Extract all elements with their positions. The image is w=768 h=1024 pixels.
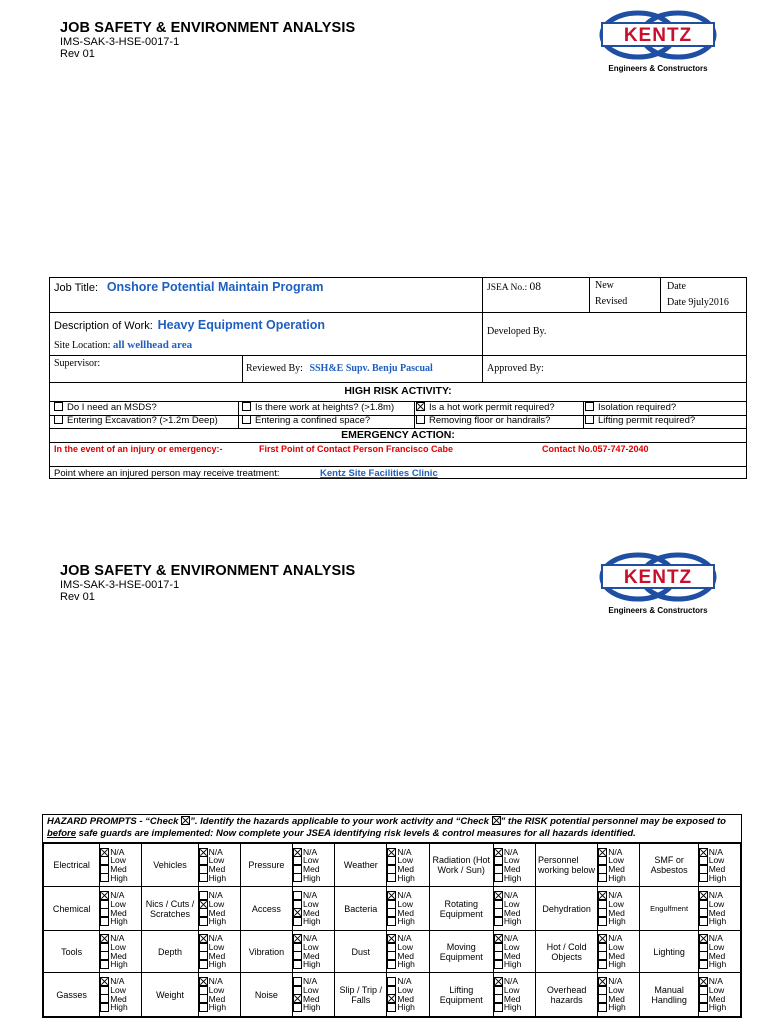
risk-checkbox[interactable] (598, 1003, 607, 1012)
risk-level-option[interactable] (598, 1003, 639, 1012)
high-risk-label: Isolation required? (598, 402, 677, 413)
risk-level-options (198, 887, 240, 931)
hazard-name: Vehicles (142, 844, 198, 887)
risk-level-label: Low (708, 941, 725, 952)
risk-level-label: High (397, 916, 415, 927)
risk-checkbox[interactable] (598, 873, 607, 882)
logo-tagline: Engineers & Constructors (608, 64, 708, 73)
risk-level-label: Low (708, 898, 725, 909)
risk-level-option[interactable] (494, 1003, 535, 1012)
high-risk-label: Is there work at heights? (>1.8m) (255, 402, 395, 413)
risk-level-options (698, 844, 740, 887)
treatment-place-link[interactable]: Kentz Site Facilities Clinic (320, 468, 438, 479)
hazard-name: Rotating Equipment (429, 887, 493, 931)
risk-level-label: High (208, 872, 227, 883)
risk-level-label: High (397, 959, 415, 970)
risk-level-option[interactable] (293, 960, 334, 969)
risk-level-options (493, 887, 535, 931)
risk-level-label: High (208, 1002, 227, 1013)
date-value: Date 9july2016 (667, 297, 729, 308)
risk-level-label: Med (397, 864, 414, 874)
risk-level-label: Low (503, 855, 520, 866)
risk-level-option[interactable] (100, 917, 141, 926)
hazard-name: Moving Equipment (429, 931, 493, 973)
risk-level-option[interactable] (199, 874, 240, 883)
risk-level-label: Low (303, 855, 319, 866)
risk-level-options (698, 973, 740, 1017)
risk-level-label: Low (208, 941, 225, 952)
risk-level-label: N/A (110, 890, 125, 901)
risk-level-label: N/A (503, 890, 519, 901)
risk-level-label: High (708, 959, 727, 970)
hazard-name: Manual Handling (640, 973, 698, 1017)
kentz-logo (598, 8, 718, 73)
emergency-event: In the event of an injury or emergency:- (54, 444, 223, 454)
hazard-name: SMF or Asbestos (640, 844, 698, 887)
risk-level-option[interactable] (199, 1003, 240, 1012)
risk-level-options (198, 973, 240, 1017)
risk-level-label: Med (608, 993, 625, 1004)
risk-level-label: High (608, 916, 626, 927)
risk-checkbox[interactable] (293, 960, 302, 969)
risk-level-label: Low (110, 898, 126, 909)
risk-level-label: N/A (397, 933, 412, 944)
risk-level-options (698, 931, 740, 973)
risk-level-label: N/A (608, 890, 623, 901)
hazard-prompts-table (42, 814, 742, 1018)
risk-level-label: Low (397, 898, 414, 909)
risk-level-options (293, 973, 335, 1017)
high-risk-label: Lifting permit required? (598, 415, 696, 426)
hazard-name: Engulfment (640, 887, 698, 931)
risk-level-option[interactable] (387, 874, 428, 883)
risk-checkbox[interactable] (100, 1003, 109, 1012)
risk-level-label: N/A (708, 976, 723, 987)
emergency-title: EMERGENCY ACTION: (341, 429, 455, 441)
risk-level-label: High (397, 872, 415, 883)
high-risk-label: Entering Excavation? (>1.2m Deep) (67, 415, 218, 426)
risk-level-label: High (208, 916, 227, 927)
risk-level-label: High (110, 1002, 128, 1013)
risk-level-label: N/A (208, 846, 223, 857)
risk-checkbox[interactable] (494, 917, 503, 926)
risk-level-label: High (608, 872, 626, 883)
risk-level-option[interactable] (100, 960, 141, 969)
hazard-name: Gasses (44, 973, 100, 1017)
risk-level-label: N/A (708, 933, 723, 944)
risk-checkbox[interactable] (494, 960, 503, 969)
high-risk-item (54, 402, 157, 413)
risk-level-option[interactable] (494, 917, 535, 926)
risk-level-label: High (110, 872, 128, 883)
risk-level-label: N/A (708, 890, 723, 901)
hazard-name: Nics / Cuts / Scratches (142, 887, 198, 931)
check-icon (492, 816, 501, 825)
risk-level-options (198, 844, 240, 887)
high-risk-item (242, 402, 394, 413)
revision-2: Rev 01 (60, 591, 95, 603)
description-value: Heavy Equipment Operation (157, 318, 326, 332)
risk-level-label: N/A (397, 976, 412, 987)
supervisor-label: Supervisor: (54, 358, 101, 369)
hazard-name: Overhead hazards (536, 973, 598, 1017)
risk-level-option[interactable] (199, 960, 240, 969)
risk-level-options (100, 973, 142, 1017)
reviewed-by-value: SSH&E Supv. Benju Pascual (309, 363, 433, 374)
risk-level-label: N/A (208, 933, 223, 944)
hazard-name: Dehydration (536, 887, 598, 931)
hazard-name: Lighting (640, 931, 698, 973)
risk-level-option[interactable] (387, 917, 428, 926)
risk-level-label: Med (397, 950, 414, 961)
risk-level-label: Med (303, 950, 320, 961)
risk-level-label: Med (208, 993, 226, 1004)
risk-checkbox[interactable] (387, 960, 396, 969)
risk-level-label: Med (503, 950, 521, 961)
risk-level-option[interactable] (699, 960, 740, 969)
svg-text:KENTZ: KENTZ (623, 25, 693, 46)
high-risk-label: Is a hot work permit required? (429, 402, 555, 413)
risk-level-label: Med (397, 907, 414, 918)
jsea-number: JSEA No.: 08 (487, 281, 541, 293)
hazard-name: Chemical (44, 887, 100, 931)
risk-level-label: Med (608, 907, 625, 918)
document-number: IMS-SAK-3-HSE-0017-1 (60, 36, 180, 48)
risk-level-options (387, 931, 429, 973)
risk-level-label: Med (208, 950, 226, 961)
risk-level-label: Med (608, 864, 625, 874)
high-risk-checkbox[interactable] (416, 415, 425, 424)
risk-level-label: Med (708, 864, 726, 874)
risk-level-label: Low (303, 898, 319, 909)
hazard-name: Depth (142, 931, 198, 973)
risk-level-label: Low (503, 984, 520, 995)
hazard-name: Lifting Equipment (429, 973, 493, 1017)
risk-level-label: Med (503, 993, 521, 1004)
risk-level-label: Med (503, 864, 521, 874)
risk-level-label: Low (608, 941, 624, 952)
risk-level-label: Low (608, 855, 624, 866)
contact-number: Contact No.057-747-2040 (542, 444, 649, 454)
header-block-2 (60, 563, 355, 603)
risk-checkbox[interactable] (293, 873, 302, 882)
risk-level-label: N/A (608, 846, 623, 857)
reviewed-by-field: Reviewed By: SSH&E Supv. Benju Pascual (246, 363, 433, 374)
risk-level-label: N/A (208, 890, 223, 901)
risk-checkbox[interactable] (387, 917, 396, 926)
hazard-name: Access (240, 887, 292, 931)
hazard-row (44, 973, 741, 1017)
risk-level-label: Med (110, 950, 127, 961)
high-risk-checkbox[interactable] (416, 402, 425, 411)
high-risk-title: HIGH RISK ACTIVITY: (344, 385, 452, 397)
risk-level-label: Med (397, 993, 414, 1004)
risk-checkbox[interactable] (100, 960, 109, 969)
risk-level-options (293, 887, 335, 931)
risk-level-options (387, 844, 429, 887)
hazard-name: Hot / Cold Objects (536, 931, 598, 973)
risk-level-label: Med (208, 907, 226, 918)
risk-level-label: N/A (303, 846, 318, 857)
hazard-name: Radiation (Hot Work / Sun) (429, 844, 493, 887)
high-risk-checkbox[interactable] (54, 415, 63, 424)
risk-level-label: High (303, 959, 321, 970)
risk-level-label: N/A (708, 846, 723, 857)
developed-by-label: Developed By. (487, 326, 547, 337)
risk-checkbox[interactable] (699, 960, 708, 969)
risk-level-label: Med (303, 864, 320, 874)
risk-level-label: High (708, 872, 727, 883)
first-point-contact: First Point of Contact Person Francisco Cabe (259, 444, 454, 454)
risk-level-options (598, 844, 640, 887)
hazard-name: Weather (335, 844, 387, 887)
risk-level-option[interactable] (293, 1003, 334, 1012)
risk-checkbox[interactable] (293, 1003, 302, 1012)
job-title-value: Onshore Potential Maintain Program (106, 280, 324, 294)
risk-level-label: Low (110, 941, 126, 952)
high-risk-item (242, 415, 370, 426)
risk-level-label: Low (303, 941, 319, 952)
high-risk-checkbox[interactable] (242, 402, 251, 411)
risk-level-label: Med (110, 993, 127, 1004)
risk-level-label: N/A (303, 890, 318, 901)
high-risk-label: Do I need an MSDS? (67, 402, 157, 413)
risk-level-label: High (503, 916, 522, 927)
site-location-value: all wellhead area (112, 339, 193, 351)
risk-level-options (493, 973, 535, 1017)
risk-checkbox[interactable] (494, 1003, 503, 1012)
jsea-form (49, 277, 747, 479)
hazard-row (44, 887, 741, 931)
risk-level-option[interactable] (100, 1003, 141, 1012)
risk-level-option[interactable] (598, 917, 639, 926)
risk-level-label: Low (208, 898, 225, 909)
risk-level-label: Low (503, 898, 520, 909)
risk-checkbox[interactable] (699, 1003, 708, 1012)
risk-level-label: Low (708, 984, 725, 995)
risk-level-label: Med (608, 950, 625, 961)
risk-checkbox[interactable] (100, 917, 109, 926)
risk-level-label: Low (303, 984, 319, 995)
high-risk-checkbox[interactable] (54, 402, 63, 411)
hazard-name: Bacteria (335, 887, 387, 931)
risk-level-label: Low (397, 855, 414, 866)
risk-level-label: N/A (397, 846, 412, 857)
risk-level-label: Low (608, 898, 624, 909)
risk-level-label: Low (608, 984, 624, 995)
hazard-name: Dust (335, 931, 387, 973)
risk-level-label: High (303, 916, 321, 927)
check-icon (181, 816, 190, 825)
risk-level-options (100, 844, 142, 887)
kentz-logo-2 (598, 550, 718, 615)
risk-level-label: High (503, 872, 522, 883)
risk-level-label: N/A (503, 976, 519, 987)
risk-level-label: Low (397, 941, 414, 952)
hazard-intro: HAZARD PROMPTS - “Check ”. Identify the hazards applicable to your work activity and “Check ” the RISK potential personnel may be exposed to before safe guards are implemented: Now complete your JSEA identifying risk levels & control measures for all hazards identified. (43, 815, 741, 843)
risk-level-options (100, 931, 142, 973)
risk-level-label: Low (208, 984, 225, 995)
risk-level-label: N/A (208, 976, 223, 987)
hazard-name: Tools (44, 931, 100, 973)
document-title: JOB SAFETY & ENVIRONMENT ANALYSIS (60, 20, 356, 36)
high-risk-item (585, 415, 695, 426)
risk-level-options (293, 844, 335, 887)
risk-level-option[interactable] (199, 917, 240, 926)
high-risk-item (416, 402, 555, 413)
risk-checkbox[interactable] (293, 917, 302, 926)
risk-level-label: High (503, 1002, 522, 1013)
risk-checkbox[interactable] (199, 873, 208, 882)
risk-checkbox[interactable] (387, 873, 396, 882)
risk-level-option[interactable] (387, 1003, 428, 1012)
kentz-logo-icon (598, 550, 718, 604)
risk-level-options (598, 973, 640, 1017)
high-risk-checkbox[interactable] (585, 402, 594, 411)
description-field: Description of Work: Heavy Equipment Operation (54, 318, 326, 332)
site-location-field: Site Location: all wellhead area (54, 339, 193, 351)
risk-level-label: Low (708, 855, 725, 866)
date-label: Date (667, 281, 686, 292)
risk-level-label: High (110, 959, 128, 970)
risk-level-label: Med (708, 907, 726, 918)
risk-level-label: Med (503, 907, 521, 918)
risk-level-label: High (608, 959, 626, 970)
risk-level-options (387, 973, 429, 1017)
risk-level-label: Med (110, 907, 127, 918)
high-risk-label: Entering a confined space? (255, 415, 371, 426)
risk-level-label: High (708, 1002, 727, 1013)
risk-level-option[interactable] (387, 960, 428, 969)
hazard-name: Vibration (240, 931, 292, 973)
risk-level-options (698, 887, 740, 931)
risk-level-options (198, 931, 240, 973)
risk-level-option[interactable] (494, 960, 535, 969)
risk-level-options (598, 887, 640, 931)
hazard-name: Electrical (44, 844, 100, 887)
risk-level-label: High (110, 916, 128, 927)
risk-level-label: N/A (110, 846, 125, 857)
risk-level-label: N/A (303, 933, 318, 944)
risk-level-option[interactable] (100, 874, 141, 883)
risk-level-option[interactable] (293, 874, 334, 883)
risk-level-label: High (397, 1002, 415, 1013)
high-risk-label: Removing floor or handrails? (429, 415, 551, 426)
risk-level-label: High (303, 872, 321, 883)
approved-by-label: Approved By: (487, 363, 544, 374)
risk-checkbox[interactable] (199, 917, 208, 926)
risk-level-label: N/A (608, 976, 623, 987)
risk-level-options (493, 931, 535, 973)
risk-level-label: Low (110, 855, 126, 866)
risk-checkbox[interactable] (699, 917, 708, 926)
hazard-grid (43, 843, 741, 1017)
risk-level-label: High (208, 959, 227, 970)
risk-level-label: N/A (503, 933, 519, 944)
risk-level-label: Low (503, 941, 520, 952)
risk-level-label: Med (708, 950, 726, 961)
high-risk-checkbox[interactable] (242, 415, 251, 424)
risk-level-label: Med (208, 864, 226, 874)
risk-level-label: N/A (397, 890, 412, 901)
risk-level-label: N/A (303, 976, 318, 987)
hazard-row (44, 844, 741, 887)
risk-level-label: High (708, 916, 727, 927)
job-title-field: Job Title: Onshore Potential Maintain Program (54, 280, 324, 294)
risk-checkbox[interactable] (100, 873, 109, 882)
document-title-2: JOB SAFETY & ENVIRONMENT ANALYSIS (60, 563, 356, 579)
risk-checkbox[interactable] (494, 873, 503, 882)
hazard-name: Personnel working below (536, 844, 598, 887)
risk-level-options (387, 887, 429, 931)
risk-level-label: High (608, 1002, 626, 1013)
high-risk-checkbox[interactable] (585, 415, 594, 424)
risk-level-option[interactable] (699, 1003, 740, 1012)
risk-level-label: High (303, 1002, 321, 1013)
treatment-label: Point where an injured person may receive treatment: (54, 468, 280, 479)
risk-level-label: Med (303, 907, 320, 918)
risk-level-option[interactable] (494, 874, 535, 883)
risk-level-options (598, 931, 640, 973)
hazard-row (44, 931, 741, 973)
risk-level-label: Low (110, 984, 126, 995)
risk-level-options (100, 887, 142, 931)
hazard-name: Pressure (240, 844, 292, 887)
risk-level-options (293, 931, 335, 973)
high-risk-item (416, 415, 550, 426)
risk-checkbox[interactable] (699, 873, 708, 882)
risk-level-option[interactable] (699, 917, 740, 926)
risk-level-label: Med (110, 864, 127, 874)
risk-checkbox[interactable] (598, 960, 607, 969)
hazard-name: Noise (240, 973, 292, 1017)
risk-level-options (493, 844, 535, 887)
svg-text:KENTZ: KENTZ (623, 567, 693, 588)
document-number-2: IMS-SAK-3-HSE-0017-1 (60, 579, 180, 591)
risk-level-label: Med (708, 993, 726, 1004)
risk-checkbox[interactable] (199, 960, 208, 969)
risk-level-label: N/A (503, 846, 519, 857)
risk-checkbox[interactable] (598, 917, 607, 926)
risk-level-option[interactable] (699, 874, 740, 883)
new-label: New (595, 280, 614, 291)
risk-level-option[interactable] (598, 960, 639, 969)
kentz-logo-icon (598, 8, 718, 62)
risk-level-option[interactable] (293, 917, 334, 926)
risk-level-label: Med (303, 993, 320, 1004)
risk-checkbox[interactable] (199, 1003, 208, 1012)
risk-level-label: High (503, 959, 522, 970)
hazard-name: Slip / Trip / Falls (335, 973, 387, 1017)
header-block-1 (60, 20, 355, 60)
revision: Rev 01 (60, 48, 95, 60)
hazard-name: Weight (142, 973, 198, 1017)
risk-level-option[interactable] (598, 874, 639, 883)
risk-level-label: N/A (110, 933, 125, 944)
risk-level-label: Low (208, 855, 225, 866)
revised-label: Revised (595, 296, 628, 307)
high-risk-item (54, 415, 218, 426)
risk-level-label: Low (397, 984, 414, 995)
logo-tagline-2: Engineers & Constructors (608, 606, 708, 615)
risk-level-label: N/A (608, 933, 623, 944)
high-risk-item (585, 402, 676, 413)
risk-level-label: N/A (110, 976, 125, 987)
risk-checkbox[interactable] (387, 1003, 396, 1012)
